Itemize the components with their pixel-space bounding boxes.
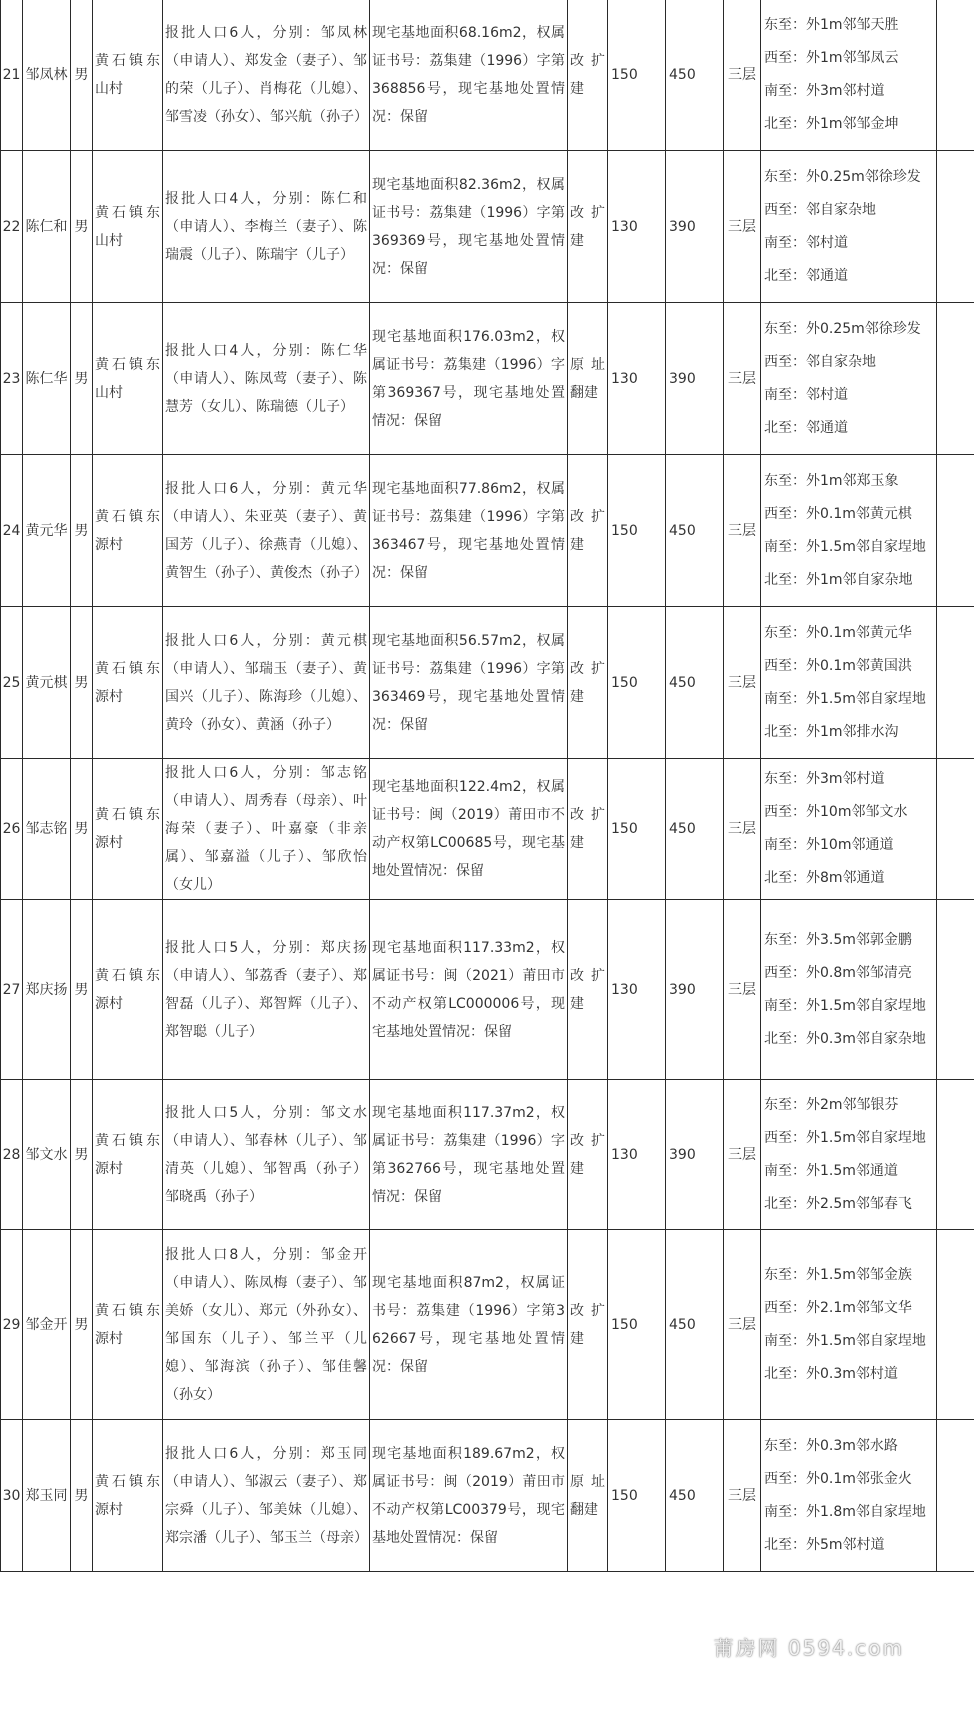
boundary-line: 西至：外0.8m邻邹清亮 [764,964,912,981]
applicant-name: 黄元棋 [23,607,71,759]
boundaries [761,151,937,303]
village-address: 黄石镇东源村 [93,1080,163,1230]
row-number: 24 [1,455,23,607]
boundary-line: 西至：外2.1m邻邹文华 [764,1299,912,1316]
current-homestead: 现宅基地面积117.33m2，权属证书号：闽（2021）莆田市不动产权第LC000006号，现宅基地处置情况：保留 [370,900,568,1080]
boundary-line: 南至：邻村道 [764,234,848,251]
land-area: 130 [608,900,666,1080]
village-address: 黄石镇东源村 [93,759,163,900]
boundary-line: 东至：外1m邻郑玉象 [764,472,899,489]
boundary-line: 东至：外0.3m邻水路 [764,1437,898,1454]
boundary-line: 南至：外10m邻通道 [764,837,894,853]
boundaries [761,303,937,455]
site-watermark: 莆房网 0594.com [713,1636,904,1660]
applicant-name: 邹文水 [23,1080,71,1230]
build-type: 改扩建 [568,607,608,759]
build-type: 改扩建 [568,900,608,1080]
village-address: 黄石镇东源村 [93,900,163,1080]
boundaries [761,1080,937,1230]
floor-area: 390 [666,303,724,455]
floor-count: 三层 [724,151,761,303]
build-type: 改扩建 [568,0,608,151]
current-homestead: 现宅基地面积87m2，权属证书号：荔集建（1996）字第362667号，现宅基地处置情况：保留 [370,1230,568,1420]
village-address: 黄石镇东山村 [93,0,163,151]
floor-count: 三层 [724,759,761,900]
blank-cell [937,1230,974,1420]
floor-area: 390 [666,900,724,1080]
boundary-line: 东至：外1m邻邹天胜 [764,16,899,33]
village-address: 黄石镇东源村 [93,455,163,607]
current-homestead: 现宅基地面积56.57m2，权属证书号：荔集建（1996）字第363469号，现宅基地处置情况：保留 [370,607,568,759]
land-area: 150 [608,1230,666,1420]
build-type: 改扩建 [568,1230,608,1420]
village-address: 黄石镇东山村 [93,151,163,303]
boundaries [761,0,937,151]
boundaries [761,1230,937,1420]
floor-area: 450 [666,607,724,759]
boundary-line: 南至：外1.5m邻自家埕地 [764,1332,926,1349]
blank-cell [937,607,974,759]
table-row [1,1420,974,1572]
build-type: 改扩建 [568,151,608,303]
floor-area: 450 [666,455,724,607]
applicant-name: 黄元华 [23,455,71,607]
applicant-sex: 男 [71,1080,93,1230]
boundary-line: 北至：外1m邻自家杂地 [764,571,913,588]
boundary-line: 西至：外0.1m邻黄国洪 [764,657,912,674]
blank-cell [937,0,974,151]
land-area: 150 [608,1420,666,1572]
applicant-sex: 男 [71,900,93,1080]
blank-cell [937,1420,974,1572]
land-area: 150 [608,759,666,900]
row-number: 25 [1,607,23,759]
applicant-name: 陈仁华 [23,303,71,455]
boundary-line: 北至：外1m邻邹金坤 [764,115,899,132]
boundary-line: 北至：外5m邻村道 [764,1536,885,1553]
boundary-line: 西至：外1m邻邹凤云 [764,49,899,66]
current-homestead: 现宅基地面积82.36m2，权属证书号：荔集建（1996）字第369369号，现宅基地处置情况：保留 [370,151,568,303]
approved-population: 报批人口8人，分别：邹金开（申请人）、陈凤梅（妻子）、邹美娇（女儿）、郑元（外孙女）、邹国东（儿子）、邹兰平（儿媳）、邹海滨（孙子）、邹佳馨（孙女） [163,1230,370,1420]
row-number: 30 [1,1420,23,1572]
boundary-line: 西至：邻自家杂地 [764,353,876,370]
applicant-sex: 男 [71,303,93,455]
land-area: 150 [608,0,666,151]
applicant-sex: 男 [71,1230,93,1420]
boundary-line: 东至：外0.25m邻徐珍发 [764,320,921,337]
boundaries [761,759,937,900]
village-address: 黄石镇东山村 [93,303,163,455]
applicant-name: 邹凤林 [23,0,71,151]
current-homestead: 现宅基地面积117.37m2，权属证书号：荔集建（1996）字第362766号，现宅基地处置情况：保留 [370,1080,568,1230]
floor-area: 390 [666,1080,724,1230]
applicant-name: 陈仁和 [23,151,71,303]
table-row [1,455,974,607]
boundary-line: 北至：外0.3m邻自家杂地 [764,1030,926,1047]
applicant-sex: 男 [71,607,93,759]
current-homestead: 现宅基地面积122.4m2，权属证书号：闽（2019）莆田市不动产权第LC00685号，现宅基地处置情况：保留 [370,759,568,900]
applicant-name: 郑庆扬 [23,900,71,1080]
boundary-line: 西至：外10m邻邹文水 [764,804,908,820]
applicant-sex: 男 [71,455,93,607]
blank-cell [937,303,974,455]
approved-population: 报批人口5人，分别：郑庆扬（申请人）、邹荔香（妻子）、郑智磊（儿子）、郑智辉（儿子）、郑智聪（儿子） [163,900,370,1080]
boundary-line: 南至：外1.5m邻通道 [764,1162,898,1179]
boundary-line: 北至：外2.5m邻邹春飞 [764,1195,912,1212]
table-body [1,0,974,1572]
current-homestead: 现宅基地面积189.67m2，权属证书号：闽（2019）莆田市不动产权第LC00379号，现宅基地处置情况：保留 [370,1420,568,1572]
boundaries [761,900,937,1080]
village-address: 黄石镇东源村 [93,607,163,759]
boundary-line: 南至：外1.8m邻自家埕地 [764,1503,926,1520]
table-row [1,303,974,455]
applicant-sex: 男 [71,0,93,151]
floor-area: 450 [666,1230,724,1420]
boundary-line: 东至：外1.5m邻邹金族 [764,1266,912,1283]
land-area: 130 [608,303,666,455]
applicant-name: 邹志铭 [23,759,71,900]
current-homestead: 现宅基地面积77.86m2，权属证书号：荔集建（1996）字第363467号，现宅基地处置情况：保留 [370,455,568,607]
blank-cell [937,455,974,607]
boundary-line: 西至：外1.5m邻自家埕地 [764,1129,926,1146]
boundary-line: 西至：外0.1m邻黄元棋 [764,505,912,522]
floor-count: 三层 [724,1230,761,1420]
row-number: 27 [1,900,23,1080]
boundaries [761,1420,937,1572]
boundary-line: 南至：外1.5m邻自家埕地 [764,690,926,707]
table-row [1,900,974,1080]
blank-cell [937,759,974,900]
boundary-line: 南至：邻村道 [764,386,848,403]
floor-count: 三层 [724,303,761,455]
village-address: 黄石镇东源村 [93,1230,163,1420]
boundary-line: 东至：外0.25m邻徐珍发 [764,168,921,185]
floor-count: 三层 [724,1080,761,1230]
approved-population: 报批人口6人，分别：黄元华（申请人）、朱亚英（妻子）、黄国芳（儿子）、徐燕青（儿媳）、黄智生（孙子）、黄俊杰（孙子） [163,455,370,607]
applicant-sex: 男 [71,151,93,303]
build-type: 改扩建 [568,455,608,607]
boundary-line: 东至：外2m邻邹银芬 [764,1096,899,1113]
land-area: 130 [608,1080,666,1230]
approved-population: 报批人口6人，分别：黄元棋（申请人）、邹瑞玉（妻子）、黄国兴（儿子）、陈海珍（儿媳）、黄玲（孙女）、黄涵（孙子） [163,607,370,759]
approved-population: 报批人口6人，分别：邹志铭（申请人）、周秀春（母亲）、叶海荣（妻子）、叶嘉豪（非亲属）、邹嘉溢（儿子）、邹欣怡（女儿） [163,759,370,900]
blank-cell [937,900,974,1080]
boundary-line: 东至：外0.1m邻黄元华 [764,624,912,641]
table-row [1,759,974,900]
floor-count: 三层 [724,455,761,607]
boundary-line: 南至：外1.5m邻自家埕地 [764,997,926,1014]
floor-count: 三层 [724,900,761,1080]
boundary-line: 北至：邻通道 [764,267,848,284]
approved-population: 报批人口6人，分别：郑玉同（申请人）、邹淑云（妻子）、郑宗舜（儿子）、邹美妹（儿媳）、郑宗潘（儿子）、邹玉兰（母亲） [163,1420,370,1572]
row-number: 26 [1,759,23,900]
build-type: 改扩建 [568,1080,608,1230]
boundary-line: 北至：外1m邻排水沟 [764,723,899,740]
row-number: 29 [1,1230,23,1420]
applicant-name: 邹金开 [23,1230,71,1420]
floor-count: 三层 [724,1420,761,1572]
boundary-line: 东至：外3m邻村道 [764,771,885,787]
approved-population: 报批人口5人，分别：邹文水（申请人）、邹春林（儿子）、邹清英（儿媳）、邹智禹（孙子）邹晓禹（孙子） [163,1080,370,1230]
applicant-name: 郑玉同 [23,1420,71,1572]
row-number: 22 [1,151,23,303]
floor-area: 450 [666,1420,724,1572]
build-type: 改扩建 [568,759,608,900]
boundaries [761,455,937,607]
village-address: 黄石镇东源村 [93,1420,163,1572]
floor-area: 390 [666,151,724,303]
build-type: 原址翻建 [568,1420,608,1572]
applicant-sex: 男 [71,759,93,900]
approved-population: 报批人口6人，分别：邹凤林（申请人）、郑发金（妻子）、邹的荣（儿子）、肖梅花（儿媳）、邹雪凌（孙女）、邹兴航（孙子） [163,0,370,151]
applicant-sex: 男 [71,1420,93,1572]
table-row [1,0,974,151]
boundary-line: 北至：邻通道 [764,419,848,436]
row-number: 28 [1,1080,23,1230]
land-area: 150 [608,455,666,607]
floor-count: 三层 [724,607,761,759]
table-row [1,1230,974,1420]
boundary-line: 西至：外0.1m邻张金火 [764,1470,912,1487]
boundary-line: 北至：外0.3m邻村道 [764,1365,898,1382]
floor-area: 450 [666,0,724,151]
approved-population: 报批人口4人，分别：陈仁和（申请人）、李梅兰（妻子）、陈瑞震（儿子）、陈瑞宇（儿子） [163,151,370,303]
land-area: 150 [608,607,666,759]
row-number: 23 [1,303,23,455]
boundary-line: 北至：外8m邻通道 [764,870,885,886]
boundary-line: 东至：外3.5m邻郭金鹏 [764,931,912,948]
approved-population: 报批人口4人，分别：陈仁华（申请人）、陈凤莺（妻子）、陈慧芳（女儿）、陈瑞德（儿子） [163,303,370,455]
floor-count: 三层 [724,0,761,151]
blank-cell [937,1080,974,1230]
floor-area: 450 [666,759,724,900]
boundaries [761,607,937,759]
blank-cell [937,151,974,303]
boundary-line: 南至：外1.5m邻自家埕地 [764,538,926,555]
boundary-line: 南至：外3m邻村道 [764,82,885,99]
table-row [1,1080,974,1230]
land-area: 130 [608,151,666,303]
boundary-line: 西至：邻自家杂地 [764,201,876,218]
table-row [1,151,974,303]
row-number: 21 [1,0,23,151]
current-homestead: 现宅基地面积68.16m2，权属证书号：荔集建（1996）字第368856号，现宅基地处置情况：保留 [370,0,568,151]
table-row [1,607,974,759]
current-homestead: 现宅基地面积176.03m2，权属证书号：荔集建（1996）字第369367号，现宅基地处置情况：保留 [370,303,568,455]
build-type: 原址翻建 [568,303,608,455]
